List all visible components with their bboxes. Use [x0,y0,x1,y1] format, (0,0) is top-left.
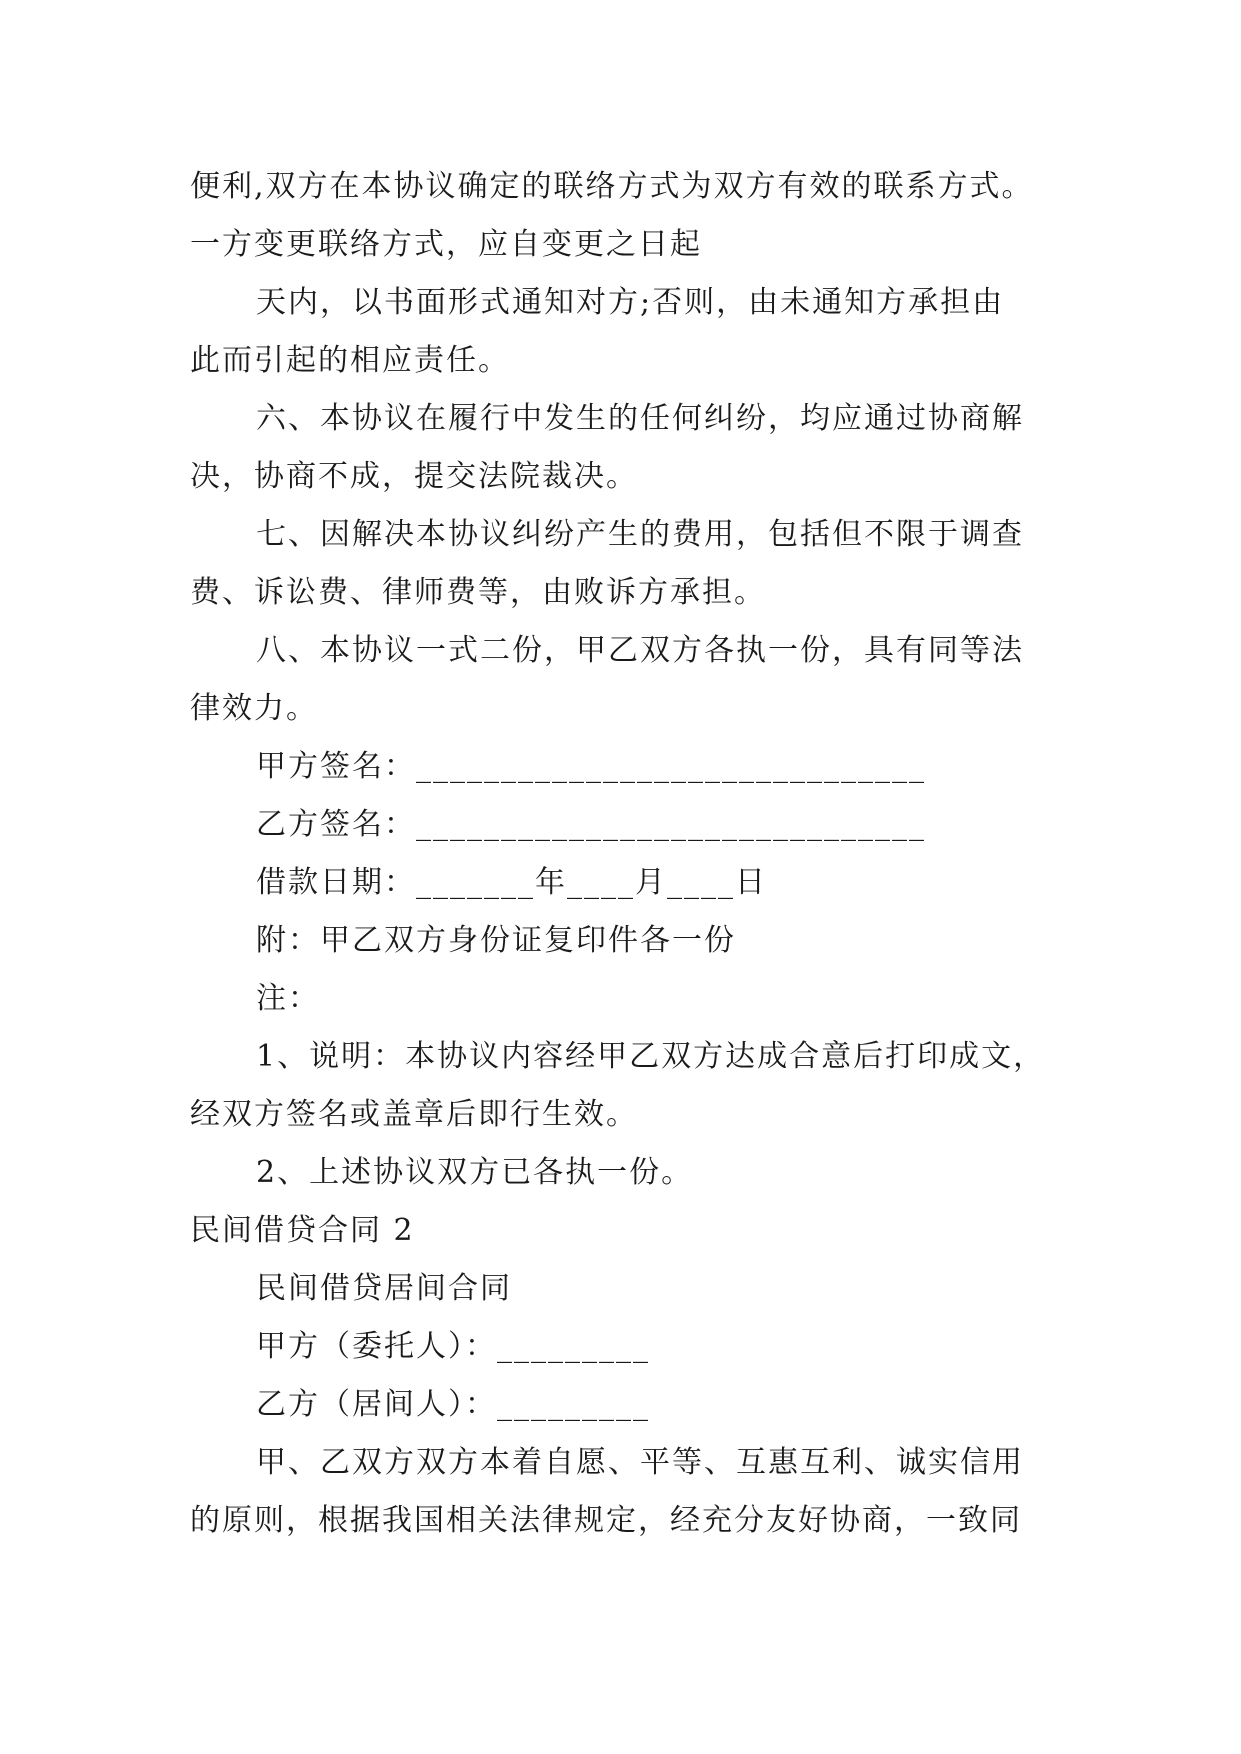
document-page [190,158,1090,1550]
party-a-line: 甲方（委托人）：_________ [256,1329,650,1364]
text-line: 一方变更联络方式，应自变更之日起 [190,227,702,262]
note-item-2: 2、上述协议双方已各执一份。 [256,1155,694,1190]
text-line: 的原则，根据我国相关法律规定，经充分友好协商，一致同 [190,1503,1022,1538]
contract-title: 民间借贷居间合同 [256,1271,512,1306]
clause-8: 八、本协议一式二份，甲乙双方各执一份，具有同等法 [256,633,1024,668]
party-a-signature-line: 甲方签名：______________________________ [256,749,926,784]
attachment-note: 附：甲乙双方身份证复印件各一份 [256,923,736,958]
text-line: 便利,双方在本协议确定的联络方式为双方有效的联系方式。 [190,169,1034,204]
text-line: 律效力。 [190,691,318,726]
text-line: 天内，以书面形式通知对方;否则，由未通知方承担由 [256,285,1005,320]
note-heading: 注： [256,981,320,1016]
clause-6: 六、本协议在履行中发生的任何纠纷，均应通过协商解 [256,401,1024,436]
text-line: 甲、乙双方双方本着自愿、平等、互惠互利、诚实信用 [256,1445,1024,1480]
loan-date-line: 借款日期：_______年____月____日 [256,865,767,900]
party-b-signature-line: 乙方签名：______________________________ [256,807,926,842]
text-line: 经双方签名或盖章后即行生效。 [190,1097,638,1132]
text-line: 此而引起的相应责任。 [190,343,510,378]
clause-7: 七、因解决本协议纠纷产生的费用，包括但不限于调查 [256,517,1024,552]
text-line: 决，协商不成，提交法院裁决。 [190,459,638,494]
text-line: 费、诉讼费、律师费等，由败诉方承担。 [190,575,766,610]
note-item-1: 1、说明：本协议内容经甲乙双方达成合意后打印成文， [256,1039,1046,1074]
party-b-line: 乙方（居间人）：_________ [256,1387,650,1422]
section-title: 民间借贷合同 2 [190,1213,415,1248]
